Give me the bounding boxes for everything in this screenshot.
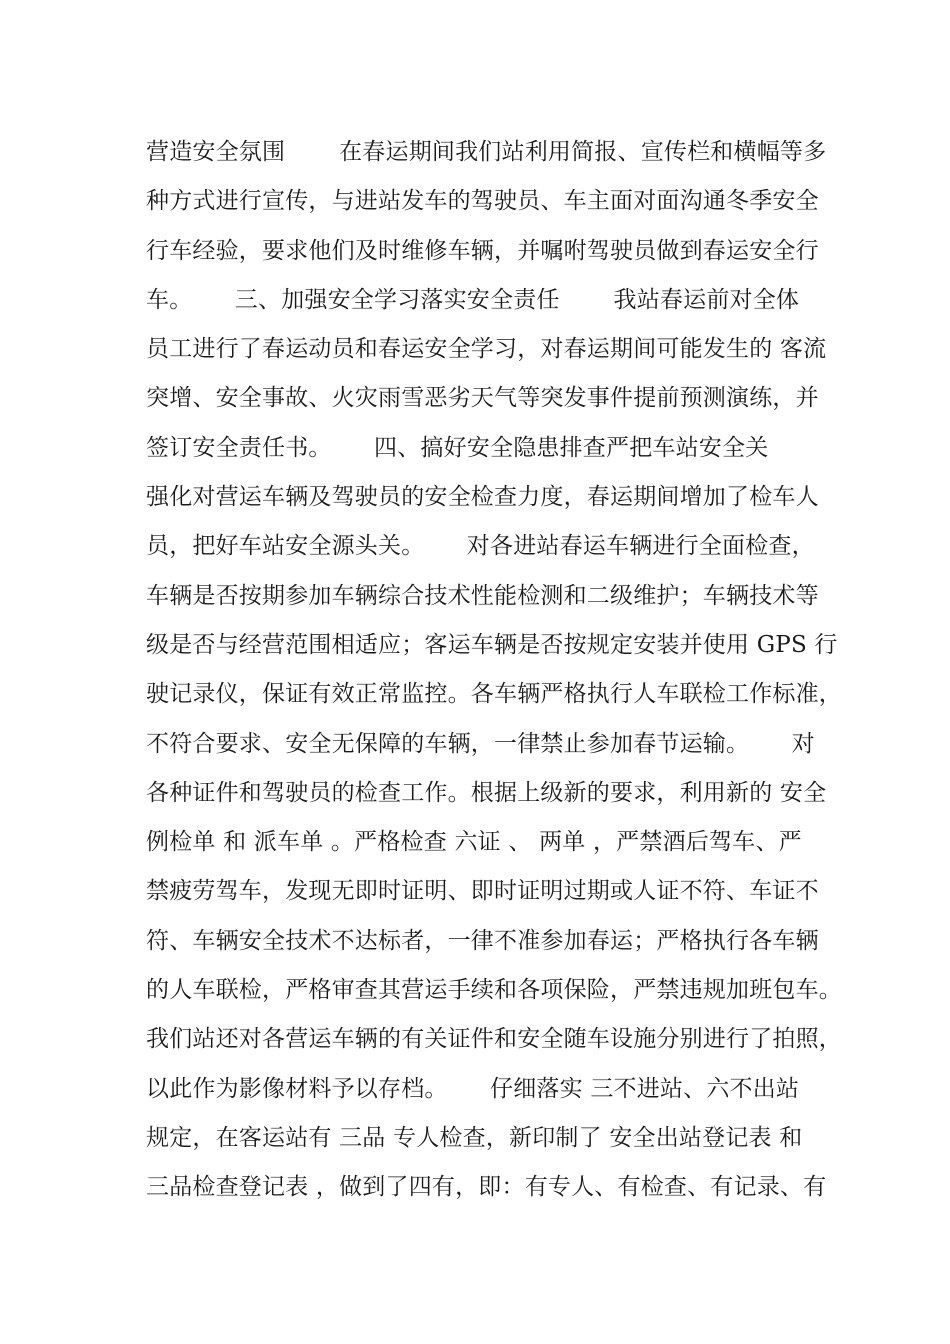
- text-line: 不符合要求、安全无保障的车辆，一律禁止参加春节运输。 对: [146, 730, 815, 757]
- text-line: 强化对营运车辆及驾驶员的安全检查力度，春运期间增加了检车人: [146, 484, 819, 511]
- text-line: 突增、安全事故、火灾雨雪恶劣天气等突发事件提前预测演练，并: [146, 385, 819, 412]
- text-line: 级是否与经营范围相适应；客运车辆是否按规定安装并使用 GPS 行: [146, 631, 838, 658]
- text-line: 员工进行了春运动员和春运安全学习，对春运期间可能发生的 客流: [146, 336, 827, 363]
- body-text: [146, 134, 842, 1219]
- text-line: 规定，在客运站有 三品 专人检查，新印制了 安全出站登记表 和: [146, 1124, 803, 1151]
- text-line: 禁疲劳驾车，发现无即时证明、即时证明过期或人证不符、车证不: [146, 878, 819, 905]
- text-line: 符、车辆安全技术不达标者，一律不准参加春运；严格执行各车辆: [146, 927, 819, 954]
- text-line: 各种证件和驾驶员的检查工作。根据上级新的要求，利用新的 安全: [146, 779, 827, 806]
- text-line: 签订安全责任书。 四、搞好安全隐患排查严把车站安全关: [146, 434, 769, 461]
- text-line: 例检单 和 派车单 。严格检查 六证 、 两单 ，严禁酒后驾车、严: [146, 829, 802, 856]
- text-line: 我们站还对各营运车辆的有关证件和安全随车设施分别进行了拍照，: [146, 1026, 842, 1053]
- text-line: 三品检查登记表 ，做到了四有，即：有专人、有检查、有记录、有: [146, 1174, 827, 1201]
- text-line: 车。 三、加强安全学习落实安全责任 我站春运前对全体: [146, 286, 800, 313]
- text-line: 营造安全氛围 在春运期间我们站利用简报、宣传栏和横幅等多: [146, 139, 827, 165]
- text-line: 员，把好车站安全源头关。 对各进站春运车辆进行全面检查，: [146, 533, 815, 560]
- text-line: 以此作为影像材料予以存档。 仔细落实 三不进站、六不出站: [146, 1075, 800, 1102]
- text-line: 行车经验，要求他们及时维修车辆，并嘱咐驾驶员做到春运安全行: [146, 237, 819, 264]
- text-line: 驶记录仪，保证有效正常监控。各车辆严格执行人车联检工作标准，: [146, 681, 842, 708]
- text-line: 种方式进行宣传，与进站发车的驾驶员、车主面对面沟通冬季安全: [146, 188, 819, 215]
- text-line: 的人车联检，严格审查其营运手续和各项保险，严禁违规加班包车。: [146, 977, 842, 1004]
- text-line: 车辆是否按期参加车辆综合技术性能检测和二级维护；车辆技术等: [146, 582, 819, 609]
